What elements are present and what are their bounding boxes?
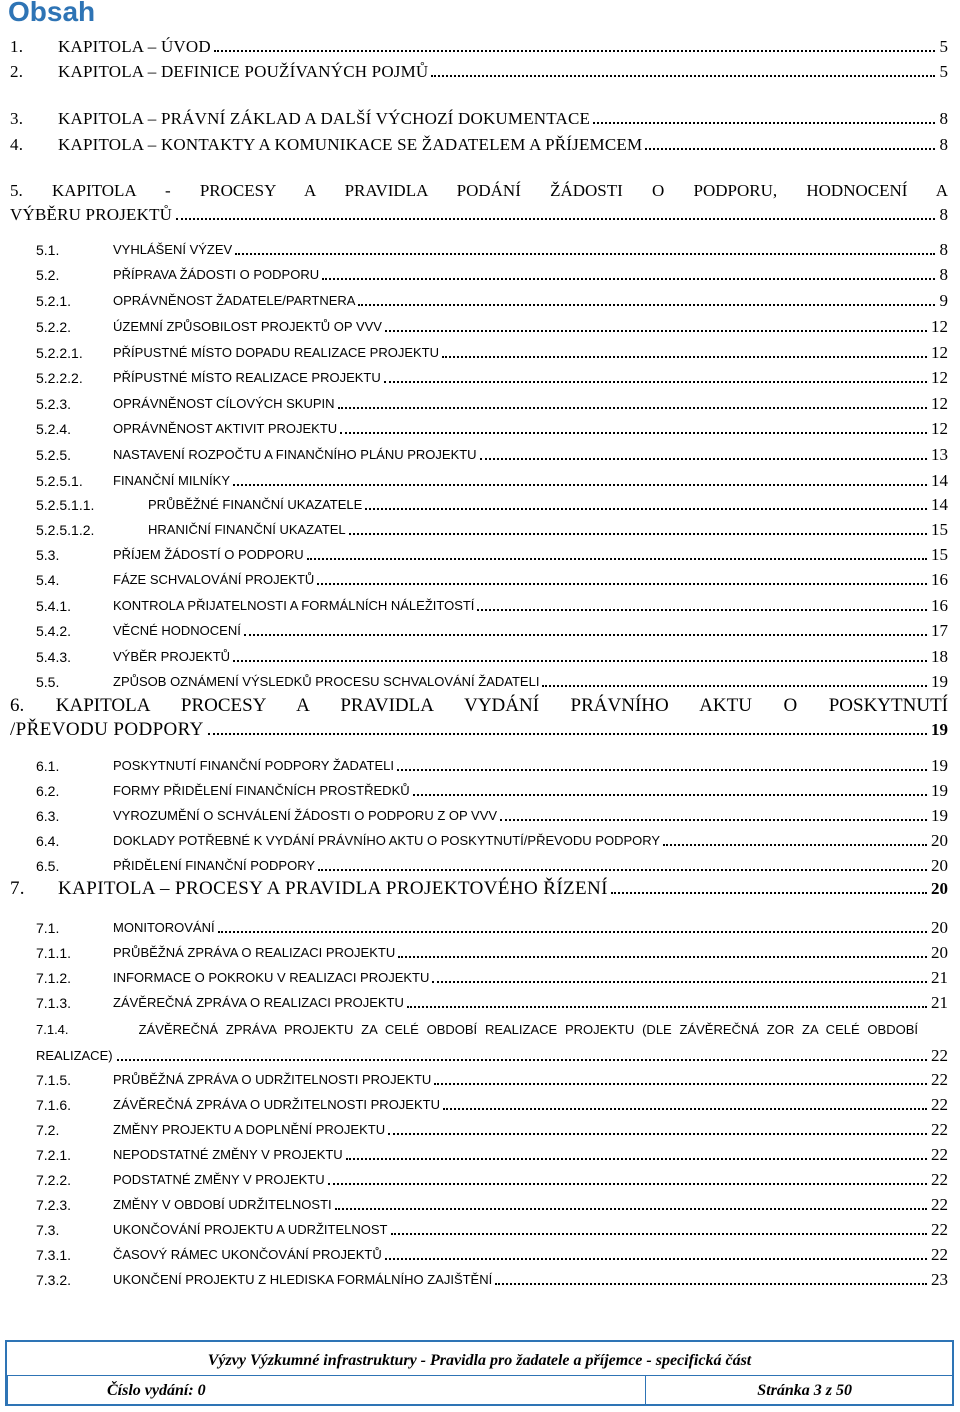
toc-entry-number: 5.2.2.2. <box>36 370 83 386</box>
toc-entry-page: 19 <box>931 720 948 739</box>
toc-entry-page: 20 <box>931 943 948 962</box>
toc-entry[interactable] <box>0 804 960 828</box>
toc-entry[interactable] <box>0 1193 960 1217</box>
toc-entry-title: DOKLADY POTŘEBNÉ K VYDÁNÍ PRÁVNÍHO AKTU O POSKYTNUTÍ/PŘEVODU PODPORY <box>113 833 661 848</box>
toc-dot-leader <box>611 892 927 894</box>
toc-entry-page: 19 <box>931 781 948 800</box>
toc-entry-page: 9 <box>939 291 948 310</box>
toc-entry-number: 7.2.2. <box>36 1172 72 1188</box>
toc-entry-title: FINANČNÍ MILNÍKY <box>113 473 231 488</box>
toc-entry-page: 8 <box>939 240 948 259</box>
toc-entry[interactable] <box>0 829 960 853</box>
toc-dot-leader <box>338 407 927 409</box>
toc-dot-leader <box>117 1059 927 1061</box>
toc-entry-number: 7.2.1. <box>36 1147 72 1163</box>
toc-entry-title: KONTROLA PŘIJATELNOSTI A FORMÁLNÍCH NÁLEŽITOSTÍ <box>113 598 475 613</box>
toc-entry[interactable] <box>0 594 960 618</box>
toc-entry-page: 14 <box>931 471 948 490</box>
toc-dot-leader <box>244 634 927 636</box>
toc-entry-page: 22 <box>931 1095 948 1114</box>
toc-entry-page: 22 <box>931 1120 948 1139</box>
toc-dot-leader <box>432 981 927 983</box>
toc-entry-page: 23 <box>931 1270 948 1289</box>
toc-entry-title-line1: 5. KAPITOLA - PROCESY A PRAVIDLA PODÁNÍ ŽÁDOSTI O PODPORU, HODNOCENÍ A <box>10 181 948 200</box>
toc-entry-number: 7.1.5. <box>36 1072 72 1088</box>
toc-dot-leader <box>233 660 927 662</box>
toc-entry-number: 5.2.5.1. <box>36 473 83 489</box>
toc-entry-page: 12 <box>931 394 948 413</box>
toc-entry-title: KAPITOLA – KONTAKTY A KOMUNIKACE SE ŽADATELEM A PŘÍJEMCEM <box>58 135 643 154</box>
toc-entry-title: ÚZEMNÍ ZPŮSOBILOST PROJEKTŮ OP VVV <box>113 319 382 334</box>
toc-entry-page: 17 <box>931 621 948 640</box>
toc-entry-number: 5.2.2. <box>36 319 72 335</box>
toc-entry-title: PRŮBĚŽNÁ ZPRÁVA O UDRŽITELNOSTI PROJEKTU <box>113 1072 432 1087</box>
toc-entry-page: 20 <box>931 918 948 937</box>
toc-entry-number: 5.4.1. <box>36 598 72 614</box>
toc-dot-leader <box>413 794 927 796</box>
toc-entry-number: 7.3.2. <box>36 1272 72 1288</box>
toc-entry[interactable] <box>0 341 960 365</box>
toc-entry[interactable] <box>0 1068 960 1092</box>
toc-entry-page: 8 <box>939 135 948 154</box>
toc-entry[interactable] <box>0 392 960 416</box>
toc-entry-title: VÝBĚR PROJEKTŮ <box>113 649 231 664</box>
toc-entry-title-line1: 7.1.4. ZÁVĚREČNÁ ZPRÁVA PROJEKTU ZA CELÉ OBDOBÍ REALIZACE PROJEKTU (DLE ZÁVĚREČNÁ ZOR ZA CELÉ OBDOBÍ <box>36 1022 918 1037</box>
toc-entry[interactable] <box>0 60 960 84</box>
toc-entry-page: 22 <box>931 1145 948 1164</box>
toc-entry-number: 5.4.2. <box>36 623 72 639</box>
toc-dot-leader <box>542 685 927 687</box>
toc-entry-number: 7.1.6. <box>36 1097 72 1113</box>
toc-dot-leader <box>477 609 927 611</box>
toc-entry-title: VYROZUMĚNÍ O SCHVÁLENÍ ŽÁDOSTI O PODPORU Z OP VVV <box>113 808 498 823</box>
toc-entry-page: 5 <box>939 37 948 56</box>
toc-dot-leader <box>322 278 935 280</box>
toc-entry-title: VĚCNÉ HODNOCENÍ <box>113 623 241 638</box>
toc-entry-title: KAPITOLA – PRÁVNÍ ZÁKLAD A DALŠÍ VÝCHOZÍ DOKUMENTACE <box>58 109 591 128</box>
toc-dot-leader <box>208 733 927 735</box>
toc-entry-number: 3. <box>10 109 24 128</box>
toc-entry-number: 1. <box>10 37 24 56</box>
toc-entry[interactable] <box>0 694 960 718</box>
toc-entry-title: UKONČOVÁNÍ PROJEKTU A UDRŽITELNOST <box>113 1222 388 1237</box>
toc-entry-page: 20 <box>931 831 948 850</box>
footer-page-number: Stránka 3 z 50 <box>757 1382 852 1399</box>
toc-entry-title: KAPITOLA – ÚVOD <box>58 37 211 56</box>
toc-entry-number: 7.1.3. <box>36 995 72 1011</box>
toc-entry-title: OPRÁVNĚNOST AKTIVIT PROJEKTU <box>113 421 338 436</box>
toc-dot-leader <box>349 533 927 535</box>
toc-entry-title: HRANIČNÍ FINANČNÍ UKAZATEL <box>148 522 346 537</box>
toc-entry-number: 5.2. <box>36 267 60 283</box>
toc-entry[interactable] <box>0 1143 960 1167</box>
toc-entry-page: 15 <box>931 545 948 564</box>
toc-dot-leader <box>218 931 927 933</box>
toc-entry-title: PŘÍPUSTNÉ MÍSTO REALIZACE PROJEKTU <box>113 370 381 385</box>
toc-entry[interactable] <box>0 1243 960 1267</box>
toc-entry-number: 5.3. <box>36 547 60 563</box>
toc-entry-title: FORMY PŘIDĚLENÍ FINANČNÍCH PROSTŘEDKŮ <box>113 783 410 798</box>
toc-entry-page: 8 <box>939 109 948 128</box>
toc-entry-page: 20 <box>931 856 948 875</box>
toc-entry[interactable] <box>0 315 960 339</box>
toc-entry-number: 5.4.3. <box>36 649 72 665</box>
toc-entry[interactable] <box>0 877 960 901</box>
toc-entry-number: 5.2.3. <box>36 396 72 412</box>
toc-entry-title-line2: /PŘEVODU PODPORY <box>10 719 204 740</box>
toc-entry-number: 5.2.5.1.1. <box>36 497 95 513</box>
toc-entry-number: 6.3. <box>36 808 60 824</box>
toc-entry-number: 6.5. <box>36 858 60 874</box>
toc-entry-page: 5 <box>939 62 948 81</box>
toc-entry-number: 7.1.2. <box>36 970 72 986</box>
toc-entry-page: 22 <box>931 1070 948 1089</box>
toc-dot-leader <box>398 956 927 958</box>
toc-dot-leader <box>442 356 927 358</box>
toc-entry-continuation[interactable] <box>0 718 960 742</box>
footer-title: Výzvy Výzkumné infrastruktury - Pravidla pro žadatele a příjemce - specifická část <box>207 1352 752 1369</box>
toc-entry-title: KAPITOLA – DEFINICE POUŽÍVANÝCH POJMŮ <box>58 62 429 81</box>
toc-entry-number: 5.2.5. <box>36 447 72 463</box>
toc-entry-title: ZMĚNY V OBDOBÍ UDRŽITELNOSTI <box>113 1197 332 1212</box>
toc-dot-leader <box>384 381 927 383</box>
toc-dot-leader <box>388 1133 927 1135</box>
toc-entry-title: PRŮBĚŽNÁ ZPRÁVA O REALIZACI PROJEKTU <box>113 945 396 960</box>
toc-entry-number: 5.4. <box>36 572 60 588</box>
toc-entry-number: 7.3.1. <box>36 1247 72 1263</box>
toc-entry-number: 7.1. <box>36 920 60 936</box>
toc-entry-number: 2. <box>10 62 24 81</box>
toc-entry-page: 15 <box>931 520 948 539</box>
toc-dot-leader <box>358 304 935 306</box>
toc-entry-page: 12 <box>931 317 948 336</box>
toc-entry[interactable] <box>0 1118 960 1142</box>
toc-entry-page: 12 <box>931 343 948 362</box>
toc-entry-title: NASTAVENÍ ROZPOČTU A FINANČNÍHO PLÁNU PROJEKTU <box>113 447 477 462</box>
toc-entry[interactable] <box>0 366 960 390</box>
toc-dot-leader <box>663 844 927 846</box>
toc-dot-leader <box>434 1083 927 1085</box>
toc-entry-number: 5.2.2.1. <box>36 345 83 361</box>
toc-entry-page: 16 <box>931 570 948 589</box>
footer-info-row <box>7 1375 952 1405</box>
toc-entry-title: PŘÍPRAVA ŽÁDOSTI O PODPORU <box>113 267 320 282</box>
toc-entry[interactable] <box>0 518 960 542</box>
toc-dot-leader <box>176 218 935 220</box>
toc-entry-number: 5.1. <box>36 242 60 258</box>
toc-entry-title: POSKYTNUTÍ FINANČNÍ PODPORY ŽADATELI <box>113 758 394 773</box>
toc-dot-leader <box>407 1006 927 1008</box>
toc-entry[interactable] <box>0 670 960 694</box>
toc-entry-title: MONITOROVÁNÍ <box>113 920 215 935</box>
toc-entry[interactable] <box>0 1218 960 1242</box>
toc-dot-leader <box>385 1258 927 1260</box>
toc-entry-title: PŘÍPUSTNÉ MÍSTO DOPADU REALIZACE PROJEKTU <box>113 345 440 360</box>
toc-entry[interactable] <box>0 619 960 643</box>
toc-entry-title: OPRÁVNĚNOST ŽADATELE/PARTNERA <box>113 293 356 308</box>
toc-entry-title: NEPODSTATNÉ ZMĚNY V PROJEKTU <box>113 1147 343 1162</box>
toc-entry[interactable] <box>0 916 960 940</box>
toc-entry-number: 5.2.4. <box>36 421 72 437</box>
toc-entry[interactable] <box>0 543 960 567</box>
toc-dot-leader <box>340 432 927 434</box>
toc-entry-number: 7. <box>10 878 25 899</box>
toc-entry-title-line2: VÝBĚRU PROJEKTŮ <box>10 205 173 224</box>
toc-entry[interactable] <box>0 1268 960 1292</box>
footer-divider <box>645 1376 646 1405</box>
toc-entry-title: ZMĚNY PROJEKTU A DOPLNĚNÍ PROJEKTU <box>113 1122 386 1137</box>
toc-entry-number: 7.3. <box>36 1222 60 1238</box>
toc-dot-leader <box>233 484 927 486</box>
toc-dot-leader <box>500 819 927 821</box>
toc-entry-page: 22 <box>931 1195 948 1214</box>
toc-dot-leader <box>495 1283 927 1285</box>
toc-entry-page: 19 <box>931 806 948 825</box>
toc-entry-page: 22 <box>931 1046 948 1065</box>
toc-entry-title: UKONČENÍ PROJEKTU Z HLEDISKA FORMÁLNÍHO ZAJIŠTĚNÍ <box>113 1272 493 1287</box>
toc-entry[interactable] <box>0 779 960 803</box>
toc-entry[interactable] <box>0 754 960 778</box>
toc-entry-page: 20 <box>931 879 948 898</box>
toc-entry-page: 22 <box>931 1170 948 1189</box>
toc-entry-title-line2: REALIZACE) <box>36 1048 113 1063</box>
toc-entry-number: 5.5. <box>36 674 60 690</box>
toc-dot-leader <box>346 1158 927 1160</box>
toc-entry[interactable] <box>0 854 960 878</box>
toc-entry[interactable] <box>0 469 960 493</box>
toc-dot-leader <box>391 1233 927 1235</box>
toc-dot-leader <box>318 869 927 871</box>
toc-entry-page: 19 <box>931 672 948 691</box>
toc-entry-number: 5.2.5.1.2. <box>36 522 95 538</box>
toc-entry-title: PŘIDĚLENÍ FINANČNÍ PODPORY <box>113 858 316 873</box>
toc-dot-leader <box>443 1108 927 1110</box>
toc-entry-title: PŘÍJEM ŽÁDOSTÍ O PODPORU <box>113 547 304 562</box>
toc-entry-number: 5.2.1. <box>36 293 72 309</box>
toc-dot-leader <box>317 583 927 585</box>
toc-entry-page: 8 <box>939 205 948 224</box>
toc-entry[interactable] <box>0 966 960 990</box>
toc-entry[interactable] <box>0 568 960 592</box>
toc-entry-title: ČASOVÝ RÁMEC UKONČOVÁNÍ PROJEKTŮ <box>113 1247 382 1262</box>
toc-entry-title: PRŮBĚŽNÉ FINANČNÍ UKAZATELE <box>148 497 363 512</box>
toc-entry-number: 6.2. <box>36 783 60 799</box>
toc-entry-title: OPRÁVNĚNOST CÍLOVÝCH SKUPIN <box>113 396 335 411</box>
toc-entry-number: 7.2.3. <box>36 1197 72 1213</box>
toc-entry-title-line1: 6. KAPITOLA PROCESY A PRAVIDLA VYDÁNÍ PRÁVNÍHO AKTU O POSKYTNUTÍ <box>10 695 948 716</box>
toc-entry[interactable] <box>0 1093 960 1117</box>
toc-dot-leader <box>214 50 935 52</box>
toc-dot-leader <box>431 75 935 77</box>
toc-entry[interactable] <box>0 289 960 313</box>
toc-entry[interactable] <box>0 179 960 203</box>
toc-entry-continuation[interactable] <box>0 203 960 227</box>
toc-dot-leader <box>397 769 927 771</box>
toc-entry-number: 6.4. <box>36 833 60 849</box>
toc-entry[interactable] <box>0 263 960 287</box>
toc-heading: Obsah <box>8 0 96 27</box>
toc-entry[interactable] <box>0 238 960 262</box>
toc-entry[interactable] <box>0 133 960 157</box>
toc-dot-leader <box>593 122 935 124</box>
toc-dot-leader <box>365 508 927 510</box>
toc-entry-page: 19 <box>931 756 948 775</box>
toc-entry-title: INFORMACE O POKROKU V REALIZACI PROJEKTU <box>113 970 430 985</box>
toc-entry[interactable] <box>0 991 960 1015</box>
toc-entry[interactable] <box>0 35 960 59</box>
toc-entry[interactable] <box>0 107 960 131</box>
toc-entry-title: PODSTATNÉ ZMĚNY V PROJEKTU <box>113 1172 325 1187</box>
toc-entry-title: ZPŮSOB OZNÁMENÍ VÝSLEDKŮ PROCESU SCHVALOVÁNÍ ŽADATELI <box>113 674 540 689</box>
toc-dot-leader <box>328 1183 927 1185</box>
toc-dot-leader <box>235 253 935 255</box>
toc-entry-title: KAPITOLA – PROCESY A PRAVIDLA PROJEKTOVÉHO ŘÍZENÍ <box>58 878 608 899</box>
toc-entry-title: ZÁVĚREČNÁ ZPRÁVA O UDRŽITELNOSTI PROJEKTU <box>113 1097 440 1112</box>
footer-issue: Číslo vydání: 0 <box>107 1382 206 1399</box>
toc-entry-page: 13 <box>931 445 948 464</box>
toc-entry-page: 12 <box>931 368 948 387</box>
toc-entry-number: 7.2. <box>36 1122 60 1138</box>
toc-entry[interactable] <box>0 1168 960 1192</box>
toc-entry[interactable] <box>0 941 960 965</box>
toc-entry-title: ZÁVĚREČNÁ ZPRÁVA O REALIZACI PROJEKTU <box>113 995 404 1010</box>
toc-entry-number: 6.1. <box>36 758 60 774</box>
toc-entry-page: 18 <box>931 647 948 666</box>
toc-dot-leader <box>335 1208 927 1210</box>
toc-entry[interactable] <box>0 1018 960 1042</box>
toc-dot-leader <box>645 148 935 150</box>
toc-entry-page: 8 <box>939 265 948 284</box>
toc-entry-number: 4. <box>10 135 24 154</box>
toc-entry-page: 21 <box>931 968 948 987</box>
toc-entry-continuation[interactable] <box>0 1044 960 1068</box>
toc-entry-number: 7.1.1. <box>36 945 72 961</box>
page-footer <box>5 1340 954 1406</box>
toc-entry-page: 16 <box>931 596 948 615</box>
toc-entry-page: 22 <box>931 1220 948 1239</box>
toc-entry-title: VYHLÁŠENÍ VÝZEV <box>113 242 233 257</box>
toc-entry-page: 14 <box>931 495 948 514</box>
toc-entry[interactable] <box>0 443 960 467</box>
toc-entry[interactable] <box>0 645 960 669</box>
toc-entry-title: FÁZE SCHVALOVÁNÍ PROJEKTŮ <box>113 572 315 587</box>
toc-dot-leader <box>307 558 927 560</box>
toc-entry-page: 21 <box>931 993 948 1012</box>
toc-entry[interactable] <box>0 417 960 441</box>
toc-entry-page: 12 <box>931 419 948 438</box>
toc-entry-page: 22 <box>931 1245 948 1264</box>
toc-entry[interactable] <box>0 493 960 517</box>
toc-dot-leader <box>385 330 927 332</box>
toc-dot-leader <box>480 458 927 460</box>
